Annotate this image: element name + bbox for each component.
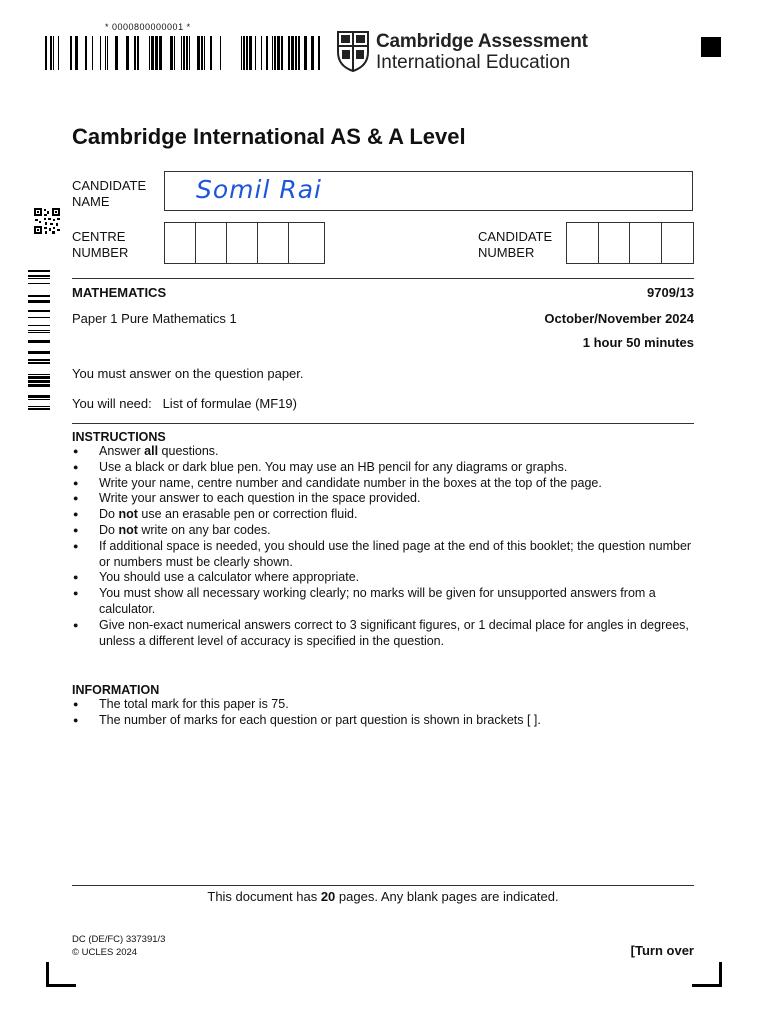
instruction-item [72, 618, 694, 650]
instruction-text: questions. [158, 444, 219, 458]
cambridge-shield-logo [336, 30, 370, 72]
instruction-item [72, 460, 694, 476]
qualification-title: Cambridge International AS & A Level [72, 124, 466, 149]
candidate-name-handwriting: Somil Rai [196, 175, 322, 204]
instruction-text: Do [99, 522, 119, 537]
exam-session: October/November 2024 [544, 311, 694, 326]
centre-digit-box[interactable] [258, 223, 289, 263]
instruction-text: Do [99, 507, 119, 522]
instructions-heading: INSTRUCTIONS [72, 430, 166, 444]
logo-wordmark [376, 32, 588, 72]
instruction-item [72, 476, 694, 492]
page-count-suffix: pages. Any blank pages are indicated. [335, 889, 559, 904]
page-count-note [72, 889, 694, 904]
instruction-text: write on any bar codes. [137, 522, 271, 537]
candidate-number-label-line2: NUMBER [478, 245, 535, 260]
candidate-name-label-line2: NAME [72, 194, 110, 209]
instruction-emphasis: not [118, 507, 138, 522]
instructions-section [72, 430, 694, 649]
instruction-text: If additional space is needed, you should use the lined page at the end of this booklet; the question number or numbers must be clearly shown. [99, 538, 692, 569]
crop-mark-right [692, 962, 722, 987]
instruction-text: Answer [99, 444, 145, 458]
doc-code: DC (DE/FC) 337391/3 [72, 934, 166, 945]
logo-line-2: International Education [376, 52, 571, 73]
centre-digit-box[interactable] [165, 223, 196, 263]
turn-over-note: [Turn over [630, 943, 694, 958]
copyright: © UCLES 2024 [72, 947, 138, 958]
instruction-item [72, 444, 694, 460]
instruction-text: You should use a calculator where appropriate. [99, 570, 360, 585]
instruction-text: You must show all necessary working clearly; no marks will be given for unsupported answers from a calculator. [99, 586, 656, 616]
information-item: ● The total mark for this paper is 75. [72, 697, 694, 713]
centre-digit-box[interactable] [289, 223, 320, 263]
syllabus-code: 9709/13 [647, 285, 694, 300]
centre-digit-box[interactable] [227, 223, 258, 263]
answer-note: You must answer on the question paper. [72, 366, 304, 381]
document-code [72, 933, 165, 959]
candidate-number-field[interactable] [566, 222, 694, 264]
divider [72, 885, 694, 886]
information-item: ● The number of marks for each question or part question is shown in brackets [ ]. [72, 713, 694, 729]
top-barcode [45, 36, 320, 70]
instruction-emphasis: all [144, 444, 159, 458]
instruction-item [72, 539, 694, 571]
instruction-item [72, 570, 694, 586]
qr-code [34, 208, 60, 234]
registration-mark [701, 37, 721, 57]
instruction-text: Use a black or dark blue pen. You may use an HB pencil for any diagrams or graphs. [99, 459, 568, 474]
divider [72, 423, 694, 424]
information-section [72, 683, 694, 729]
centre-number-field[interactable] [164, 222, 325, 264]
page-count: 20 [320, 889, 336, 904]
instruction-item [72, 491, 694, 507]
candidate-name-label-line1: CANDIDATE [72, 178, 147, 193]
page-count-prefix: This document has [207, 889, 321, 904]
candidate-digit-box[interactable] [599, 223, 631, 263]
instruction-text: Write your name, centre number and candidate number in the boxes at the top of the page. [99, 475, 602, 490]
candidate-number-label [478, 229, 552, 261]
information-heading: INFORMATION [72, 683, 160, 697]
candidate-number-label-line1: CANDIDATE [478, 229, 553, 244]
instruction-text: Write your answer to each question in the space provided. [99, 491, 421, 506]
candidate-digit-box[interactable] [567, 223, 599, 263]
centre-number-label [72, 229, 128, 261]
instruction-emphasis: not [118, 522, 138, 537]
instruction-item [72, 507, 694, 523]
candidate-digit-box[interactable] [662, 223, 693, 263]
side-barcode [28, 270, 64, 410]
instruction-item [72, 523, 694, 539]
candidate-digit-box[interactable] [630, 223, 662, 263]
instruction-text: use an erasable pen or correction fluid. [137, 507, 358, 522]
information-list [72, 697, 694, 729]
instruction-item [72, 586, 694, 618]
barcode-number: * 0000800000001 * [105, 22, 191, 32]
crop-mark-left [46, 962, 76, 987]
instruction-text: Give non-exact numerical answers correct to 3 significant figures, or 1 decimal place for angles in degrees, unless a different level of accuracy is specified in the question. [99, 617, 689, 648]
centre-number-label-line1: CENTRE [72, 229, 126, 244]
need-note: You will need: List of formulae (MF19) [72, 396, 297, 411]
instructions-list [72, 444, 694, 649]
centre-digit-box[interactable] [196, 223, 227, 263]
paper-title: Paper 1 Pure Mathematics 1 [72, 311, 237, 326]
centre-number-label-line2: NUMBER [72, 245, 129, 260]
candidate-name-label [72, 178, 146, 210]
exam-duration: 1 hour 50 minutes [582, 335, 694, 350]
subject: MATHEMATICS [72, 285, 167, 300]
divider [72, 278, 694, 279]
logo-line-1: Cambridge Assessment [376, 31, 588, 52]
